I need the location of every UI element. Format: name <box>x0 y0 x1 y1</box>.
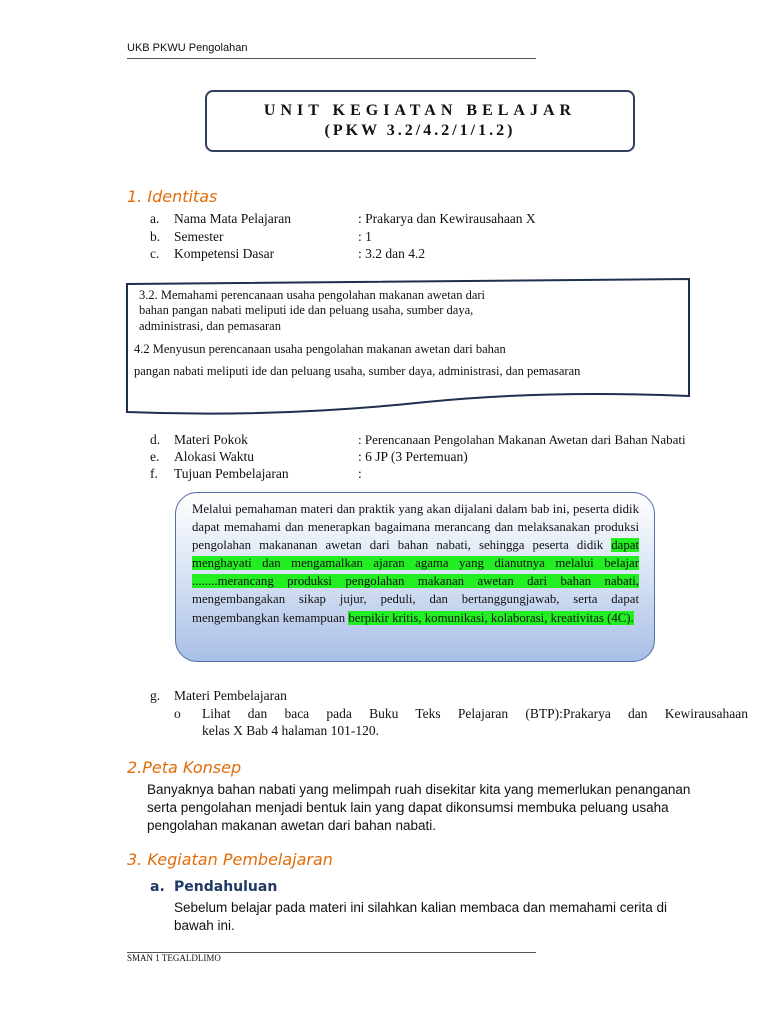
section-heading-kegiatan: 3. Kegiatan Pembelajaran <box>127 850 333 869</box>
identity-row-a <box>150 211 750 229</box>
row-letter: a. <box>150 211 160 226</box>
kd-4-2-line-2: pangan nabati meliputi ide dan peluang usaha, sumber daya, administrasi, dan pemasaran <box>134 364 581 378</box>
pendahuluan-line-2: bawah ini. <box>174 918 235 933</box>
bullet-line-1: Lihat dan baca pada Buku Teks Pelajaran (BTP):Prakarya dan Kewirausahaan <box>202 706 748 721</box>
row-label: Tujuan Pembelajaran <box>174 466 289 481</box>
row-label: Nama Mata Pelajaran <box>174 211 291 226</box>
row-label: Materi Pokok <box>174 432 248 447</box>
kd-3-2-line-1: 3.2. Memahami perencanaan usaha pengolahan makanan awetan dari <box>139 288 486 302</box>
kd-3-2-line-3: administrasi, dan pemasaran <box>139 319 281 333</box>
header-rule <box>127 58 536 59</box>
row-value: : Prakarya dan Kewirausahaan X <box>358 211 536 226</box>
row-letter: b. <box>150 229 161 244</box>
title-line-2: (PKW 3.2/4.2/1/1.2) <box>324 122 516 139</box>
subsection-letter: a. <box>150 879 165 895</box>
goal-text-2: mengembangakan sikap jujur, peduli, dan bertanggungjawab, serta dapat mengembangkan kemampuan <box>192 592 639 625</box>
row-label: Kompetensi Dasar <box>174 246 275 261</box>
title-box <box>205 90 635 152</box>
identity-row-b <box>150 229 750 247</box>
kd-4-2-line-1: 4.2 Menyusun perencanaan usaha pengolahan makanan awetan dari bahan <box>134 342 506 356</box>
section-heading-peta-konsep: 2.Peta Konsep <box>127 758 242 777</box>
goal-highlight-2: berpikir kritis, komunikasi, kolaborasi, kreativitas (4C). <box>348 610 634 625</box>
row-value: : <box>358 466 362 481</box>
row-letter: c. <box>150 246 160 261</box>
peta-konsep-line-2: serta pengolahan menjadi bentuk lain yang dapat dikonsumsi membuka peluang usaha <box>147 800 669 815</box>
page-header: UKB PKWU Pengolahan <box>127 42 248 54</box>
row-value: : 1 <box>358 229 372 244</box>
identity-row-e <box>150 449 760 467</box>
title-line-1: UNIT KEGIATAN BELAJAR <box>263 102 577 119</box>
peta-konsep-line-3: pengolahan makanan awetan dari bahan nabati. <box>147 818 436 833</box>
row-value: : Perencanaan Pengolahan Makanan Awetan dari Bahan Nabati <box>358 432 686 447</box>
bullet-mark: o <box>174 706 181 721</box>
row-letter: g. <box>150 688 161 703</box>
subsection-title-pendahuluan: Pendahuluan <box>174 879 278 895</box>
row-letter: d. <box>150 432 161 447</box>
pendahuluan-line-1: Sebelum belajar pada materi ini silahkan kalian membaca dan memahami cerita di <box>174 900 668 915</box>
bullet-line-2: kelas X Bab 4 halaman 101-120. <box>202 723 379 738</box>
goal-text-1: Melalui pemahaman materi dan praktik yang akan dijalani dalam bab ini, peserta didik dapat memahami dan menerapkan bagaimana merancang dan melaksanakan produksi pengolahan makananan awetan dari bahan nabati, sehingga peserta didik <box>192 502 639 553</box>
kd-3-2-line-2: bahan pangan nabati meliputi ide dan peluang usaha, sumber daya, <box>139 303 474 317</box>
identity-row-c <box>150 246 750 264</box>
row-label: Alokasi Waktu <box>174 449 255 464</box>
row-label: Semester <box>174 229 224 244</box>
page-footer: SMAN 1 TEGALDLIMO <box>127 953 221 963</box>
section-heading-identitas: 1. Identitas <box>127 187 218 206</box>
row-letter: e. <box>150 449 160 464</box>
row-letter: f. <box>150 466 158 481</box>
identity-row-f <box>150 466 760 484</box>
identity-row-d <box>150 432 760 450</box>
row-label: Materi Pembelajaran <box>174 688 287 703</box>
peta-konsep-line-1: Banyaknya bahan nabati yang melimpah ruah disekitar kita yang memerlukan penanganan <box>147 782 691 797</box>
row-value: : 3.2 dan 4.2 <box>358 246 426 261</box>
row-value: : 6 JP (3 Pertemuan) <box>358 449 468 464</box>
goal-highlight-1: dapat menghayati dan mengamalkan ajaran agama yang dianutnya melalui belajar ........merancang produksi pengolahan makanan awetan dari bahan nabati, <box>192 538 639 589</box>
identity-row-g <box>150 688 550 706</box>
learning-goal-text <box>192 500 639 627</box>
